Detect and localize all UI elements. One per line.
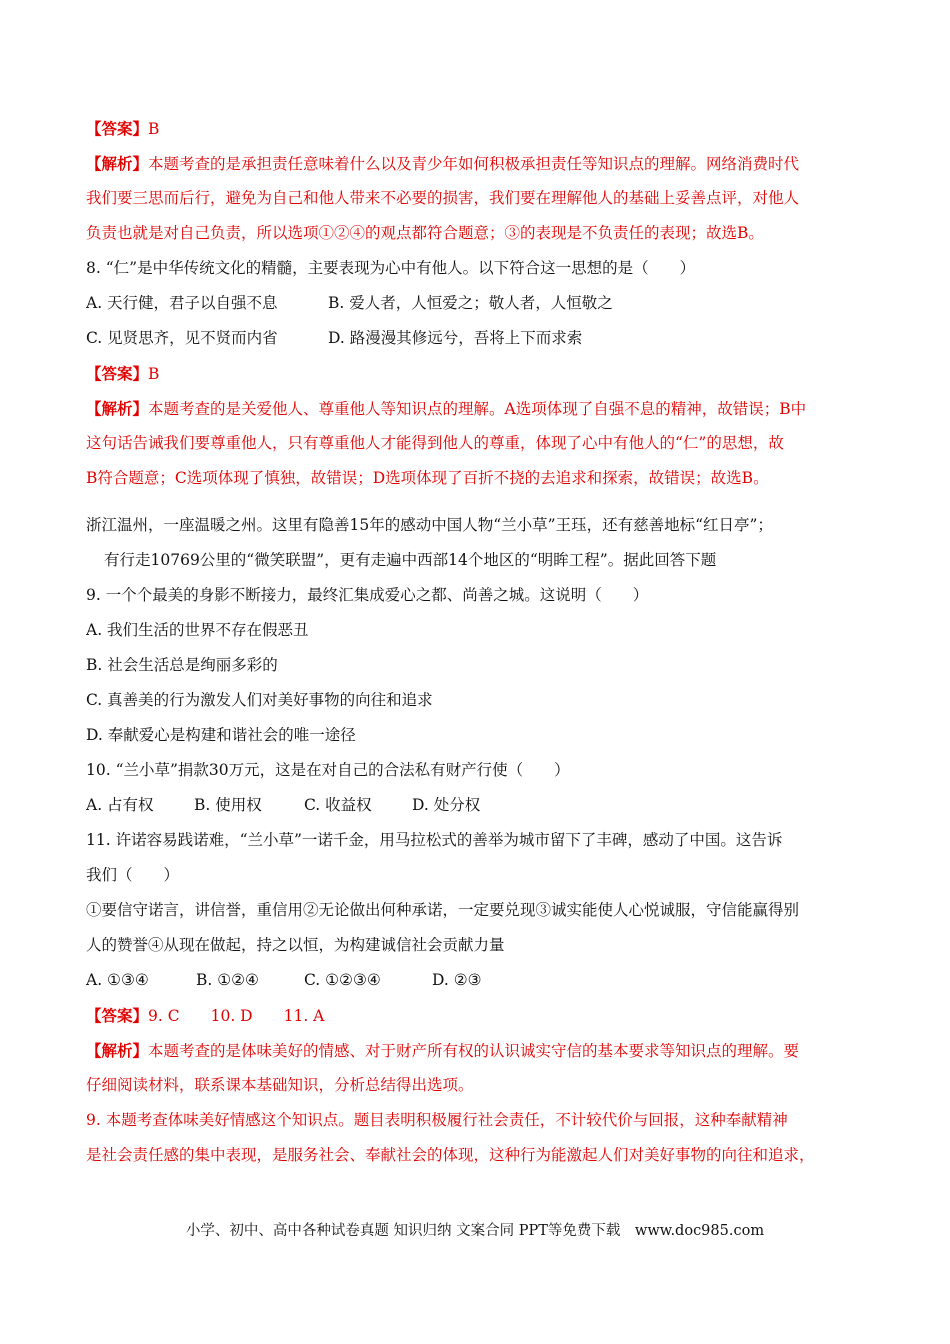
option-a: A. ①③④ (86, 971, 149, 989)
question-10-options (86, 788, 876, 823)
analysis-line (86, 146, 876, 181)
option-b: B. 使用权 (194, 796, 262, 814)
option-b: B. 爱人者，人恒爱之；敬人者，人恒敬之 (328, 294, 613, 312)
answer-line-1 (86, 111, 876, 146)
analysis-line: 仔细阅读材料，联系课本基础知识，分析总结得出选项。 (86, 1076, 474, 1094)
explanation-9-line: 是社会责任感的集中表现，是服务社会、奉献社会的体现，这种行为能激起人们对美好事物的向往和追求， (86, 1146, 815, 1164)
spacer (86, 496, 876, 508)
analysis-text: 本题考查的是体味美好的情感、对于财产所有权的认识诚实守信的基本要求等知识点的理解。要 (148, 1042, 800, 1060)
question-11-statements-cont: 人的赞誉④从现在做起，持之以恒，为构建诚信社会贡献力量 (86, 936, 505, 954)
explanation-9-line: 9. 本题考查体味美好情感这个知识点。题目表明积极履行社会责任，不计较代价与回报，这种奉献精神 (86, 1111, 788, 1129)
analysis-line (86, 391, 876, 426)
answer-line-3 (86, 998, 876, 1033)
analysis-line: 我们要三思而后行，避免为自己和他人带来不必要的损害，我们要在理解他人的基础上妥善点评，对他人 (86, 189, 800, 207)
analysis-tag: 【解析】 (86, 399, 149, 418)
option-b: B. ①②④ (196, 971, 259, 989)
question-10-stem: 10. “兰小草”捐款30万元，这是在对自己的合法私有财产行使（ ） (86, 761, 570, 779)
material-line: 有行走10769公里的“微笑联盟”，更有走遍中西部14个地区的“明眸工程”。据此回答下题 (104, 551, 717, 569)
analysis-line: 这句话告诫我们要尊重他人，只有尊重他人才能得到他人的尊重，体现了心中有他人的“仁”的思想，故 (86, 434, 784, 452)
question-11-options (86, 963, 876, 998)
answer-tag: 【答案】 (86, 119, 149, 138)
question-11-stem-cont: 我们（ ） (86, 866, 180, 884)
option-b: B. 社会生活总是绚丽多彩的 (86, 656, 278, 674)
answer-tag: 【答案】 (86, 1006, 149, 1025)
option-c: C. ①②③④ (304, 971, 381, 989)
analysis-line: 负责也就是对自己负责，所以选项①②④的观点都符合题意；③的表现是不负责任的表现；故选B。 (86, 224, 764, 242)
option-d: D. 奉献爱心是构建和谐社会的唯一途径 (86, 726, 356, 744)
answer-value: B (148, 365, 160, 383)
option-d: D. 路漫漫其修远兮，吾将上下而求索 (328, 329, 583, 347)
answer-tag: 【答案】 (86, 364, 149, 383)
option-c: C. 见贤思齐，见不贤而内省 (86, 329, 278, 347)
option-c: C. 真善美的行为激发人们对美好事物的向往和追求 (86, 691, 433, 709)
option-d: D. ②③ (432, 971, 482, 989)
answer-value: B (148, 120, 160, 138)
question-8-options-row-1 (86, 286, 876, 321)
question-11-statements: ①要信守诺言，讲信誉，重信用②无论做出何种承诺，一定要兑现③诚实能使人心悦诚服，守信能赢得别 (86, 901, 800, 919)
question-8-options-row-2 (86, 321, 876, 356)
analysis-text: 本题考查的是承担责任意味着什么以及青少年如何积极承担责任等知识点的理解。网络消费时代 (148, 155, 800, 173)
option-a: A. 占有权 (86, 796, 154, 814)
option-a: A. 天行健，君子以自强不息 (86, 294, 278, 312)
question-11-stem: 11. 许诺容易践诺难，“兰小草”一诺千金，用马拉松式的善举为城市留下了丰碑，感动了中国。这告诉 (86, 831, 783, 849)
option-a: A. 我们生活的世界不存在假恶丑 (86, 621, 309, 639)
analysis-line: B符合题意；C选项体现了慎独，故错误；D选项体现了百折不挠的去追求和探索，故错误；故选B。 (86, 469, 769, 487)
answer-line-2 (86, 356, 876, 391)
question-9-stem: 9. 一个个最美的身影不断接力，最终汇集成爱心之都、尚善之城。这说明（ ） (86, 586, 649, 604)
analysis-tag: 【解析】 (86, 154, 149, 173)
material-line: 浙江温州，一座温暖之州。这里有隐善15年的感动中国人物“兰小草”王珏，还有慈善地标“红日亭”； (86, 516, 773, 534)
analysis-text: 本题考查的是关爱他人、尊重他人等知识点的理解。A选项体现了自强不息的精神，故错误；B中 (148, 400, 807, 418)
answer-value: 9. C 10. D 11. A (148, 1007, 325, 1025)
option-d: D. 处分权 (412, 796, 481, 814)
page-footer: 小学、初中、高中各种试卷真题 知识归纳 文案合同 PPT等免费下载 www.doc985.com (185, 1223, 765, 1239)
question-8-stem: 8. “仁”是中华传统文化的精髓，主要表现为心中有他人。以下符合这一思想的是（ ） (86, 259, 696, 277)
analysis-tag: 【解析】 (86, 1041, 149, 1060)
option-c: C. 收益权 (304, 796, 372, 814)
analysis-line (86, 1033, 876, 1068)
document-page (86, 111, 876, 1173)
